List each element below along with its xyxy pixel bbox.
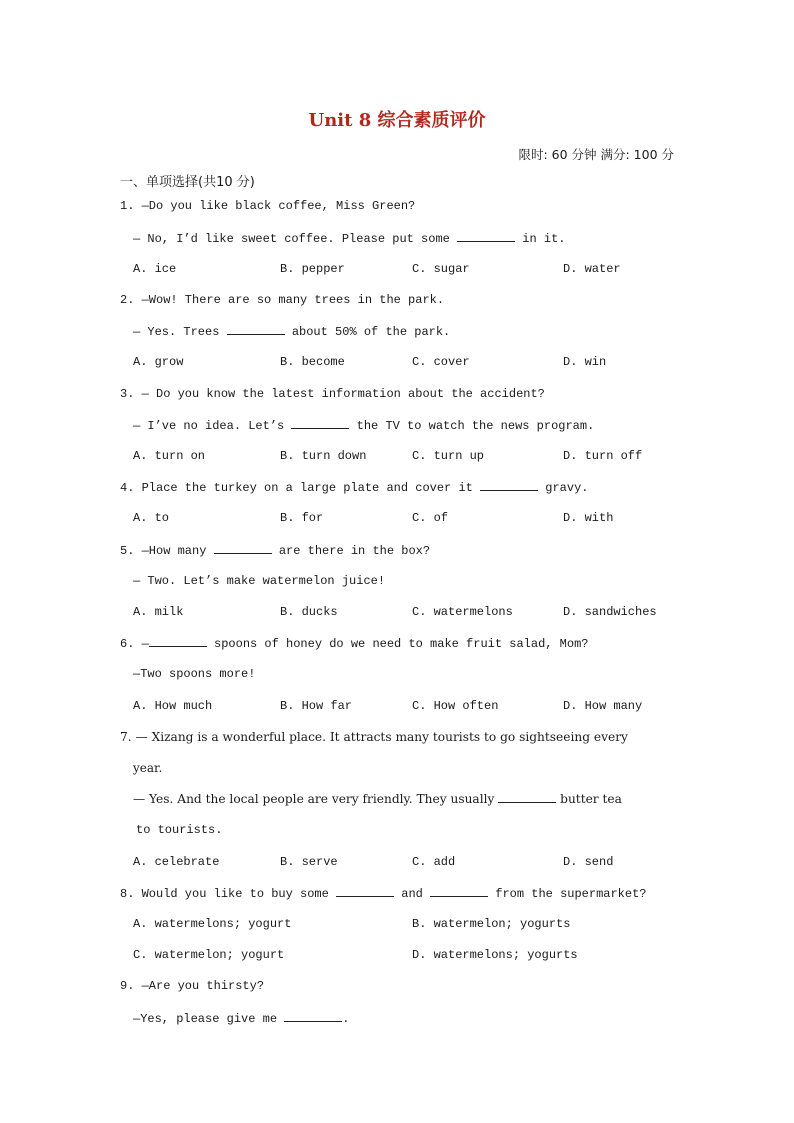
option-c[interactable]: C. of bbox=[412, 511, 449, 525]
option-d[interactable]: D. win bbox=[563, 355, 607, 369]
question-1-stem: 1. —Do you like black coffee, Miss Green? bbox=[120, 199, 416, 213]
question-1-answer: — No, I’d like sweet coffee. Please put some in it. bbox=[133, 232, 566, 246]
answer-blank[interactable] bbox=[336, 885, 394, 897]
time-score-info: 限时: 60 分钟 满分: 100 分 bbox=[518, 147, 674, 162]
answer-blank[interactable] bbox=[498, 791, 556, 803]
option-d[interactable]: D. with bbox=[563, 511, 614, 525]
answer-blank[interactable] bbox=[291, 417, 349, 429]
answer-blank[interactable] bbox=[227, 323, 285, 335]
option-d[interactable]: D. turn off bbox=[563, 449, 643, 463]
answer-blank[interactable] bbox=[457, 230, 515, 242]
option-d[interactable]: D. send bbox=[563, 855, 614, 869]
answer-blank[interactable] bbox=[149, 635, 207, 647]
option-d[interactable]: D. How many bbox=[563, 699, 643, 713]
option-d[interactable]: D. water bbox=[563, 262, 621, 276]
question-5-answer: — Two. Let’s make watermelon juice! bbox=[133, 574, 386, 588]
option-c[interactable]: C. watermelons bbox=[412, 605, 513, 619]
question-7-answer: — Yes. And the local people are very friendly. They usually butter tea bbox=[133, 792, 622, 806]
question-7-answer-cont: to tourists. bbox=[136, 823, 223, 837]
answer-blank[interactable] bbox=[430, 885, 488, 897]
question-7-stem: 7. — Xizang is a wonderful place. It attracts many tourists to go sightseeing every bbox=[120, 730, 628, 744]
option-a[interactable]: A. celebrate bbox=[133, 855, 220, 869]
option-d[interactable]: D. sandwiches bbox=[563, 605, 657, 619]
answer-blank[interactable] bbox=[284, 1010, 342, 1022]
question-6-stem: 6. — spoons of honey do we need to make fruit salad, Mom? bbox=[120, 637, 589, 651]
answer-blank[interactable] bbox=[214, 542, 272, 554]
question-3-answer: — I’ve no idea. Let’s the TV to watch the news program. bbox=[133, 419, 595, 433]
option-c[interactable]: C. watermelon; yogurt bbox=[133, 948, 285, 962]
question-9-stem: 9. —Are you thirsty? bbox=[120, 979, 265, 993]
option-c[interactable]: C. add bbox=[412, 855, 456, 869]
option-a[interactable]: A. ice bbox=[133, 262, 177, 276]
option-b[interactable]: B. serve bbox=[280, 855, 338, 869]
question-3-stem: 3. — Do you know the latest information about the accident? bbox=[120, 387, 545, 401]
question-7-stem-cont: year. bbox=[133, 761, 163, 775]
option-b[interactable]: B. for bbox=[280, 511, 324, 525]
option-c[interactable]: C. cover bbox=[412, 355, 470, 369]
option-a[interactable]: A. How much bbox=[133, 699, 213, 713]
option-b[interactable]: B. ducks bbox=[280, 605, 338, 619]
question-5-stem: 5. —How many are there in the box? bbox=[120, 544, 431, 558]
option-d[interactable]: D. watermelons; yogurts bbox=[412, 948, 578, 962]
option-b[interactable]: B. pepper bbox=[280, 262, 345, 276]
option-a[interactable]: A. turn on bbox=[133, 449, 206, 463]
option-b[interactable]: B. become bbox=[280, 355, 345, 369]
option-c[interactable]: C. How often bbox=[412, 699, 499, 713]
option-a[interactable]: A. milk bbox=[133, 605, 184, 619]
option-c[interactable]: C. sugar bbox=[412, 262, 470, 276]
question-2-answer: — Yes. Trees about 50% of the park. bbox=[133, 325, 451, 339]
option-b[interactable]: B. turn down bbox=[280, 449, 367, 463]
page-title: Unit 8 综合素质评价 bbox=[308, 110, 486, 131]
option-b[interactable]: B. How far bbox=[280, 699, 353, 713]
option-a[interactable]: A. watermelons; yogurt bbox=[133, 917, 292, 931]
section-heading: 一、单项选择(共10 分) bbox=[120, 175, 255, 190]
question-8-stem: 8. Would you like to buy some and from the supermarket? bbox=[120, 887, 647, 901]
question-4-stem: 4. Place the turkey on a large plate and cover it gravy. bbox=[120, 481, 589, 495]
question-9-answer: —Yes, please give me . bbox=[133, 1012, 350, 1026]
question-6-answer: —Two spoons more! bbox=[133, 667, 256, 681]
option-a[interactable]: A. to bbox=[133, 511, 170, 525]
question-2-stem: 2. —Wow! There are so many trees in the park. bbox=[120, 293, 445, 307]
option-b[interactable]: B. watermelon; yogurts bbox=[412, 917, 571, 931]
option-a[interactable]: A. grow bbox=[133, 355, 184, 369]
option-c[interactable]: C. turn up bbox=[412, 449, 485, 463]
answer-blank[interactable] bbox=[480, 479, 538, 491]
